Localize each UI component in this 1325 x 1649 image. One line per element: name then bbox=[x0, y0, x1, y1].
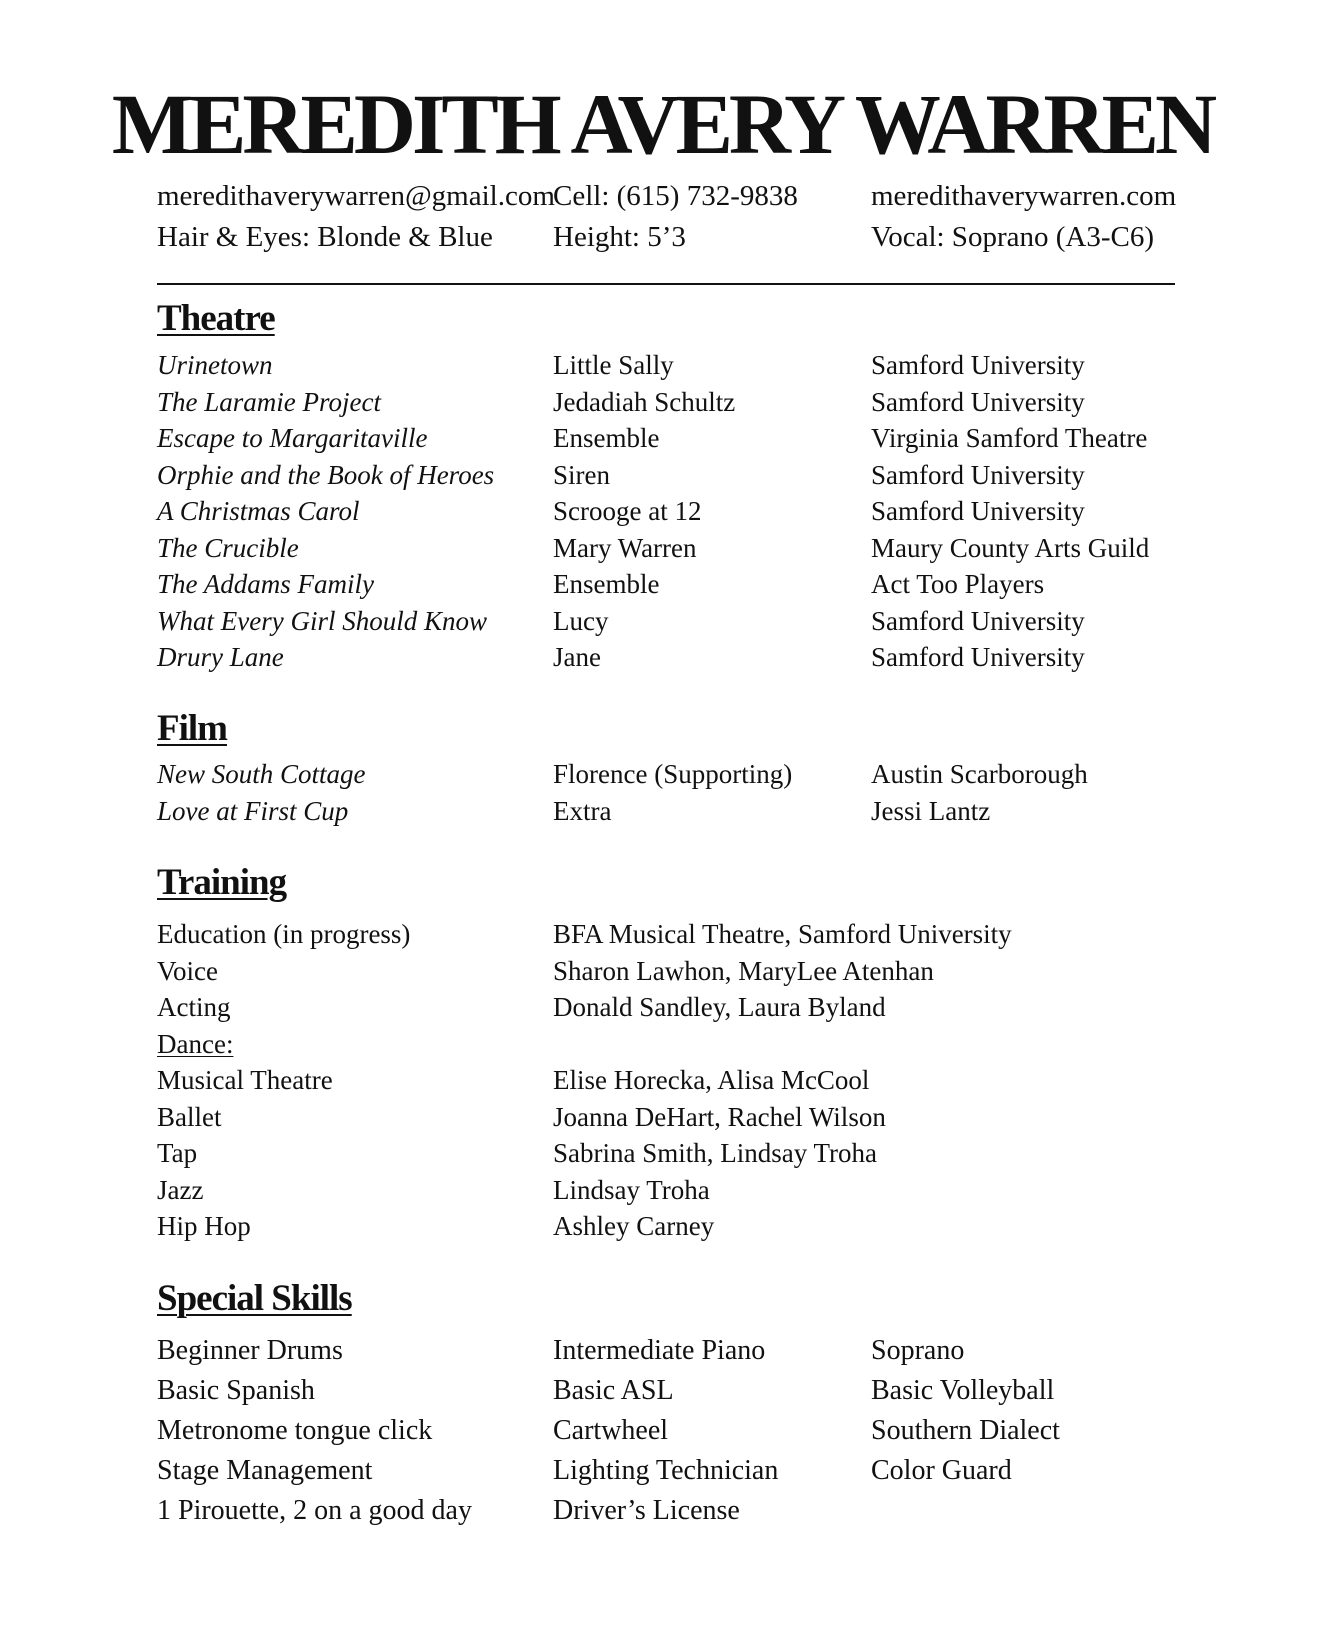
role: Lucy bbox=[553, 605, 609, 636]
training-heading: Training bbox=[157, 862, 287, 903]
film-row bbox=[0, 756, 1325, 792]
training-subheading: Dance: bbox=[157, 1028, 234, 1059]
training-teachers: Lindsay Troha bbox=[553, 1174, 710, 1205]
training-teachers: BFA Musical Theatre, Samford University bbox=[553, 919, 1012, 949]
film-row bbox=[0, 793, 1325, 829]
training-label: Education (in progress) bbox=[157, 919, 411, 949]
skill-item: Driver’s License bbox=[553, 1495, 740, 1526]
venue: Act Too Players bbox=[871, 569, 1045, 599]
skills-row bbox=[0, 1453, 1325, 1489]
training-label: Acting bbox=[157, 992, 231, 1022]
skill-item: 1 Pirouette, 2 on a good day bbox=[157, 1495, 472, 1526]
role: Jedadiah Schultz bbox=[553, 386, 736, 417]
training-row bbox=[0, 1172, 1325, 1208]
training-label: Hip Hop bbox=[157, 1211, 251, 1241]
training-row bbox=[0, 953, 1325, 989]
skill-item: Intermediate Piano bbox=[553, 1335, 766, 1366]
show-title: The Laramie Project bbox=[157, 386, 381, 417]
training-row bbox=[0, 1062, 1325, 1098]
theatre-row bbox=[0, 493, 1325, 529]
venue: Samford University bbox=[871, 496, 1085, 526]
role: Extra bbox=[553, 795, 612, 826]
skills-heading: Special Skills bbox=[157, 1278, 352, 1319]
skill-item: Southern Dialect bbox=[871, 1415, 1060, 1446]
skills-row bbox=[0, 1493, 1325, 1529]
film-title: New South Cottage bbox=[157, 759, 366, 789]
role: Little Sally bbox=[553, 350, 674, 380]
training-teachers: Donald Sandley, Laura Byland bbox=[553, 992, 886, 1022]
training-row bbox=[0, 1099, 1325, 1135]
film-heading: Film bbox=[157, 708, 227, 749]
venue: Samford University bbox=[871, 459, 1085, 490]
show-title: Drury Lane bbox=[157, 642, 284, 672]
show-title: What Every Girl Should Know bbox=[157, 605, 487, 636]
show-title: The Addams Family bbox=[157, 569, 374, 599]
training-teachers: Sabrina Smith, Lindsay Troha bbox=[553, 1138, 878, 1168]
role: Florence (Supporting) bbox=[553, 759, 793, 789]
theatre-heading: Theatre bbox=[157, 298, 275, 339]
skill-item: Basic Volleyball bbox=[871, 1375, 1055, 1406]
skill-item: Basic Spanish bbox=[157, 1375, 315, 1406]
role: Ensemble bbox=[553, 423, 660, 453]
training-label: Musical Theatre bbox=[157, 1065, 333, 1095]
role: Scrooge at 12 bbox=[553, 496, 702, 526]
show-title: A Christmas Carol bbox=[157, 496, 360, 526]
venue: Samford University bbox=[871, 605, 1085, 636]
training-teachers: Joanna DeHart, Rachel Wilson bbox=[553, 1101, 886, 1132]
training-row bbox=[0, 1208, 1325, 1244]
training-label: Ballet bbox=[157, 1101, 222, 1132]
theatre-row bbox=[0, 603, 1325, 639]
training-teachers: Ashley Carney bbox=[553, 1211, 715, 1241]
header-divider bbox=[157, 283, 1175, 285]
venue: Virginia Samford Theatre bbox=[871, 423, 1148, 453]
venue: Samford University bbox=[871, 642, 1085, 672]
skill-item: Metronome tongue click bbox=[157, 1415, 433, 1446]
skill-item: Basic ASL bbox=[553, 1375, 674, 1406]
role: Jane bbox=[553, 642, 601, 672]
contact-cell: Cell: (615) 732-9838 bbox=[553, 180, 798, 212]
skill-item: Beginner Drums bbox=[157, 1335, 343, 1366]
theatre-row bbox=[0, 384, 1325, 420]
theatre-row bbox=[0, 530, 1325, 566]
director: Jessi Lantz bbox=[871, 795, 991, 826]
training-row bbox=[0, 916, 1325, 952]
training-row bbox=[0, 989, 1325, 1025]
training-row bbox=[0, 1135, 1325, 1171]
contact-email: meredithaverywarren@gmail.com bbox=[157, 180, 555, 212]
training-label: Jazz bbox=[157, 1174, 204, 1205]
skill-item: Color Guard bbox=[871, 1455, 1012, 1486]
show-title: The Crucible bbox=[157, 532, 299, 563]
venue: Samford University bbox=[871, 350, 1085, 380]
contact-website: meredithaverywarren.com bbox=[871, 180, 1177, 212]
skills-row bbox=[0, 1373, 1325, 1409]
training-label: Voice bbox=[157, 955, 218, 986]
show-title: Escape to Margaritaville bbox=[157, 423, 428, 453]
role: Mary Warren bbox=[553, 532, 697, 563]
role: Ensemble bbox=[553, 569, 660, 599]
training-teachers: Elise Horecka, Alisa McCool bbox=[553, 1065, 870, 1095]
skill-item: Lighting Technician bbox=[553, 1455, 779, 1486]
theatre-row bbox=[0, 457, 1325, 493]
theatre-row bbox=[0, 566, 1325, 602]
show-title: Urinetown bbox=[157, 350, 273, 380]
venue: Maury County Arts Guild bbox=[871, 532, 1150, 563]
role: Siren bbox=[553, 459, 610, 490]
training-row bbox=[0, 1026, 1325, 1062]
skills-row bbox=[0, 1413, 1325, 1449]
theatre-row bbox=[0, 347, 1325, 383]
hair-eyes: Hair & Eyes: Blonde & Blue bbox=[157, 221, 493, 253]
training-teachers: Sharon Lawhon, MaryLee Atenhan bbox=[553, 955, 934, 986]
director: Austin Scarborough bbox=[871, 759, 1088, 789]
performer-name: MEREDITH AVERY WARREN bbox=[111, 76, 1214, 172]
skill-item: Stage Management bbox=[157, 1455, 373, 1486]
venue: Samford University bbox=[871, 386, 1085, 417]
skill-item: Soprano bbox=[871, 1335, 965, 1366]
theatre-row bbox=[0, 639, 1325, 675]
height: Height: 5’3 bbox=[553, 221, 686, 253]
training-label: Tap bbox=[157, 1138, 198, 1168]
vocal-range: Vocal: Soprano (A3-C6) bbox=[871, 221, 1154, 253]
theatre-row bbox=[0, 420, 1325, 456]
skill-item: Cartwheel bbox=[553, 1415, 669, 1446]
skills-row bbox=[0, 1333, 1325, 1369]
film-title: Love at First Cup bbox=[157, 795, 349, 826]
show-title: Orphie and the Book of Heroes bbox=[157, 459, 495, 490]
